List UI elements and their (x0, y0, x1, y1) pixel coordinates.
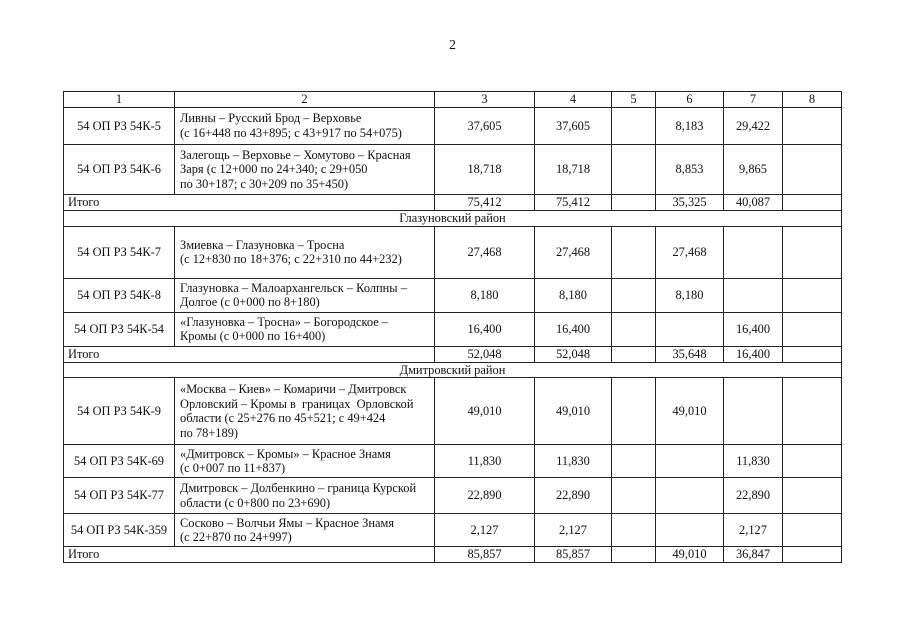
value-cell-c8 (783, 278, 842, 312)
value-cell-c7: 2,127 (724, 514, 783, 547)
value-cell-c3: 37,605 (435, 108, 535, 145)
value-cell-c6: 8,180 (656, 278, 724, 312)
value-cell-c6: 27,468 (656, 226, 724, 278)
value-cell-c4: 18,718 (535, 145, 612, 195)
header-cell: 3 (435, 92, 535, 108)
value-cell-c4: 2,127 (535, 514, 612, 547)
road-name-line: Ливны – Русский Брод – Верховье (180, 111, 362, 126)
road-name-line: по 78+189) (180, 425, 239, 440)
value-cell-c3: 49,010 (435, 378, 535, 445)
value-cell-c5 (612, 445, 656, 478)
road-code: 54 ОП РЗ 54К-77 (64, 478, 175, 514)
value-cell-c6: 49,010 (656, 378, 724, 445)
value-cell-c8 (783, 346, 842, 362)
value-cell-c5 (612, 514, 656, 547)
value-cell-c3: 2,127 (435, 514, 535, 547)
value-cell-c8 (783, 547, 842, 563)
value-cell-c3: 11,830 (435, 445, 535, 478)
value-cell-c4: 85,857 (535, 547, 612, 563)
total-label: Итого (64, 195, 435, 211)
value-cell-c3: 22,890 (435, 478, 535, 514)
value-cell-c6: 35,648 (656, 346, 724, 362)
value-cell-c4: 75,412 (535, 195, 612, 211)
value-cell-c8 (783, 378, 842, 445)
value-cell-c8 (783, 226, 842, 278)
value-cell-c4: 22,890 (535, 478, 612, 514)
road-row (64, 378, 842, 445)
road-code: 54 ОП РЗ 54К-359 (64, 514, 175, 547)
value-cell-c8 (783, 145, 842, 195)
value-cell-c3: 52,048 (435, 346, 535, 362)
road-name-line: области (с 0+800 по 23+690) (180, 495, 331, 510)
value-cell-c3: 85,857 (435, 547, 535, 563)
value-cell-c8 (783, 195, 842, 211)
road-name-line: «Дмитровск – Кромы» – Красное Знамя (180, 446, 391, 461)
road-name-line: Долгое (с 0+000 по 8+180) (180, 295, 320, 310)
value-cell-c8 (783, 514, 842, 547)
value-cell-c5 (612, 195, 656, 211)
road-name-line: Орловский – Кромы в границах Орловской (180, 396, 414, 411)
road-row (64, 312, 842, 346)
district-name: Дмитровский район (64, 362, 842, 378)
value-cell-c7: 16,400 (724, 312, 783, 346)
road-name-line: Кромы (с 0+000 по 16+400) (180, 329, 326, 344)
road-code: 54 ОП РЗ 54К-8 (64, 278, 175, 312)
value-cell-c6: 8,853 (656, 145, 724, 195)
value-cell-c8 (783, 108, 842, 145)
district-name: Глазуновский район (64, 211, 842, 227)
road-name (175, 378, 435, 445)
header-cell: 5 (612, 92, 656, 108)
header-cell: 7 (724, 92, 783, 108)
value-cell-c7: 11,830 (724, 445, 783, 478)
value-cell-c7 (724, 226, 783, 278)
table-body (64, 92, 842, 563)
road-name-line: Змиевка – Глазуновка – Тросна (180, 237, 345, 252)
road-row (64, 478, 842, 514)
value-cell-c3: 75,412 (435, 195, 535, 211)
value-cell-c6: 49,010 (656, 547, 724, 563)
value-cell-c5 (612, 312, 656, 346)
value-cell-c7: 9,865 (724, 145, 783, 195)
district-row (64, 362, 842, 378)
header-cell: 6 (656, 92, 724, 108)
value-cell-c5 (612, 145, 656, 195)
road-name-line: (с 0+007 по 11+837) (180, 461, 286, 476)
road-name (175, 445, 435, 478)
header-cell: 2 (175, 92, 435, 108)
road-row (64, 226, 842, 278)
value-cell-c6 (656, 445, 724, 478)
road-name (175, 108, 435, 145)
road-name (175, 478, 435, 514)
value-cell-c6 (656, 514, 724, 547)
road-row (64, 108, 842, 145)
road-code: 54 ОП РЗ 54К-7 (64, 226, 175, 278)
road-row (64, 145, 842, 195)
value-cell-c7: 22,890 (724, 478, 783, 514)
value-cell-c6 (656, 478, 724, 514)
total-row (64, 547, 842, 563)
road-name-line: Сосково – Волчьи Ямы – Красное Знамя (180, 515, 395, 530)
road-name-line: «Москва – Киев» – Комаричи – Дмитровск (180, 382, 407, 396)
header-cell: 1 (64, 92, 175, 108)
value-cell-c7: 36,847 (724, 547, 783, 563)
value-cell-c5 (612, 226, 656, 278)
road-name (175, 514, 435, 547)
road-row (64, 278, 842, 312)
road-name-line: (с 12+830 по 18+376; с 22+310 по 44+232) (180, 252, 402, 267)
road-name-line: «Глазуновка – Тросна» – Богородское – (180, 314, 388, 329)
road-name-line: (с 16+448 по 43+895; с 43+917 по 54+075) (180, 126, 402, 140)
value-cell-c5 (612, 547, 656, 563)
road-row (64, 514, 842, 547)
value-cell-c4: 27,468 (535, 226, 612, 278)
value-cell-c7: 29,422 (724, 108, 783, 145)
value-cell-c4: 11,830 (535, 445, 612, 478)
value-cell-c3: 18,718 (435, 145, 535, 195)
value-cell-c6: 35,325 (656, 195, 724, 211)
road-name-line: Глазуновка – Малоархангельск – Колпны – (180, 280, 407, 295)
value-cell-c8 (783, 478, 842, 514)
table-header-row (64, 92, 842, 108)
total-row (64, 346, 842, 362)
total-row (64, 195, 842, 211)
value-cell-c5 (612, 378, 656, 445)
value-cell-c8 (783, 312, 842, 346)
road-name-line: Заря (с 12+000 по 24+340; с 29+050 (180, 162, 368, 177)
road-name-line: Залегощь – Верховье – Хомутово – Красная (180, 147, 411, 162)
value-cell-c7 (724, 278, 783, 312)
road-code: 54 ОП РЗ 54К-69 (64, 445, 175, 478)
value-cell-c4: 37,605 (535, 108, 612, 145)
roads-table (63, 91, 842, 563)
total-label: Итого (64, 346, 435, 362)
road-row (64, 445, 842, 478)
road-name (175, 145, 435, 195)
road-name (175, 312, 435, 346)
value-cell-c7: 16,400 (724, 346, 783, 362)
road-name-line: (с 22+870 по 24+997) (180, 530, 292, 545)
road-name-line: по 30+187; с 30+209 по 35+450) (180, 176, 349, 191)
district-row (64, 211, 842, 227)
page-number: 2 (449, 38, 456, 53)
value-cell-c7 (724, 378, 783, 445)
value-cell-c4: 49,010 (535, 378, 612, 445)
value-cell-c4: 16,400 (535, 312, 612, 346)
value-cell-c7: 40,087 (724, 195, 783, 211)
header-cell: 4 (535, 92, 612, 108)
road-name-line: области (с 25+276 по 45+521; с 49+424 (180, 411, 386, 426)
road-code: 54 ОП РЗ 54К-5 (64, 108, 175, 145)
value-cell-c5 (612, 346, 656, 362)
value-cell-c6: 8,183 (656, 108, 724, 145)
road-code: 54 ОП РЗ 54К-9 (64, 378, 175, 445)
road-code: 54 ОП РЗ 54К-54 (64, 312, 175, 346)
road-name-line: Дмитровск – Долбенкино – граница Курской (180, 481, 417, 496)
value-cell-c5 (612, 478, 656, 514)
total-label: Итого (64, 547, 435, 563)
road-code: 54 ОП РЗ 54К-6 (64, 145, 175, 195)
value-cell-c3: 27,468 (435, 226, 535, 278)
road-name (175, 226, 435, 278)
value-cell-c5 (612, 278, 656, 312)
road-name (175, 278, 435, 312)
value-cell-c8 (783, 445, 842, 478)
value-cell-c4: 52,048 (535, 346, 612, 362)
value-cell-c4: 8,180 (535, 278, 612, 312)
value-cell-c5 (612, 108, 656, 145)
value-cell-c6 (656, 312, 724, 346)
header-cell: 8 (783, 92, 842, 108)
value-cell-c3: 8,180 (435, 278, 535, 312)
value-cell-c3: 16,400 (435, 312, 535, 346)
